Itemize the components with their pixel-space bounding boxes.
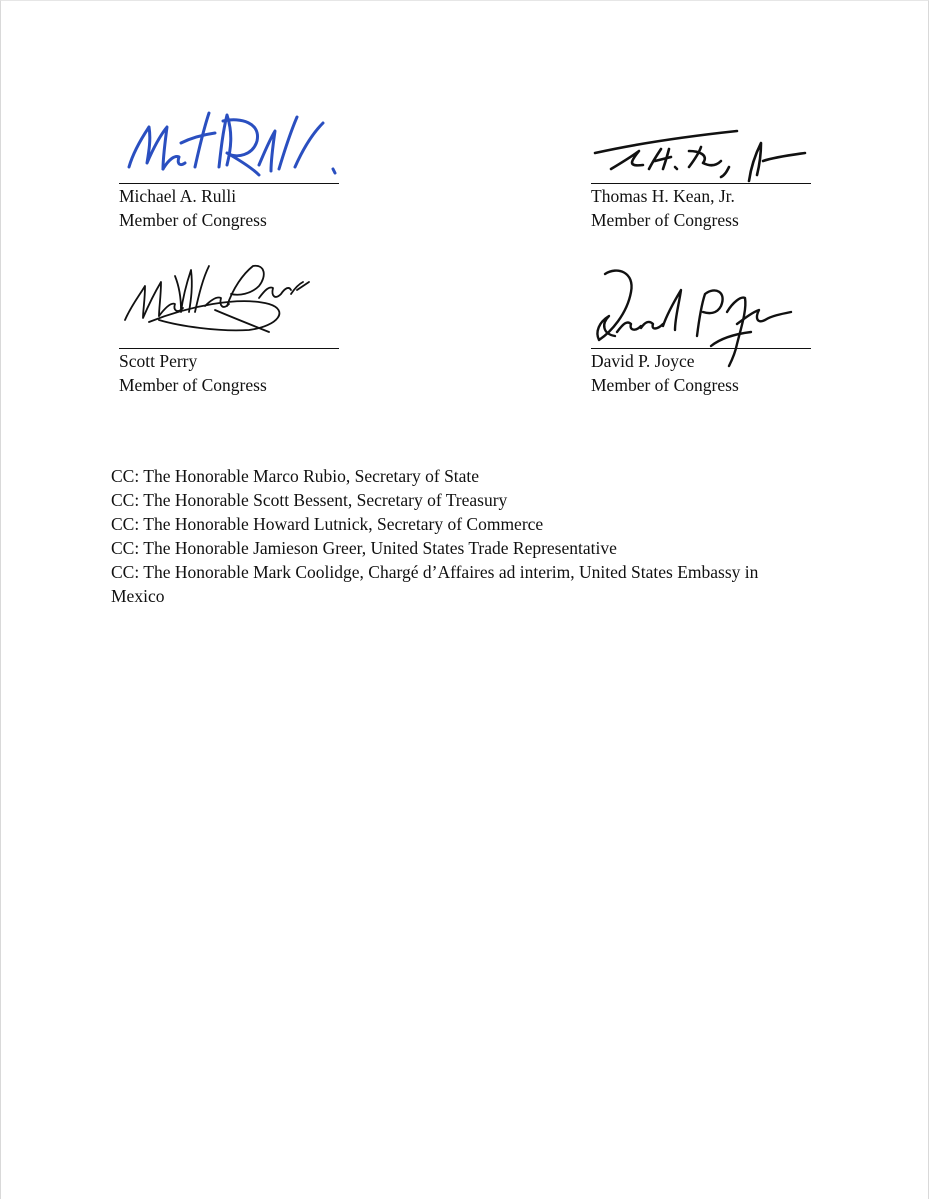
cc-line: CC: The Honorable Jamieson Greer, United States Trade Representative	[111, 538, 617, 558]
signature-block-rulli	[119, 101, 349, 241]
signatory-title: Member of Congress	[591, 375, 739, 395]
cc-line: Mexico	[111, 586, 165, 606]
cc-line: CC: The Honorable Mark Coolidge, Chargé d’Affaires ad interim, United States Embassy in	[111, 562, 759, 582]
signature-block-perry	[119, 266, 349, 406]
signature-kean-handwritten	[591, 105, 821, 195]
signatory-name: Michael A. Rulli	[119, 186, 237, 206]
signatory-name: Thomas H. Kean, Jr.	[591, 186, 735, 206]
signatory-name: David P. Joyce	[591, 351, 695, 371]
signature-block-kean	[591, 101, 821, 241]
signatory-title: Member of Congress	[119, 210, 267, 230]
signature-perry-handwritten	[119, 246, 349, 336]
cc-line: CC: The Honorable Marco Rubio, Secretary of State	[111, 466, 480, 486]
signatory-name: Scott Perry	[119, 351, 198, 371]
cc-list	[111, 464, 811, 608]
signature-rulli-handwritten	[119, 105, 349, 195]
signature-block-joyce	[591, 266, 821, 406]
cc-line: CC: The Honorable Scott Bessent, Secretary of Treasury	[111, 490, 508, 510]
signatory-title: Member of Congress	[119, 375, 267, 395]
signatory-title: Member of Congress	[591, 210, 739, 230]
cc-line: CC: The Honorable Howard Lutnick, Secretary of Commerce	[111, 514, 544, 534]
